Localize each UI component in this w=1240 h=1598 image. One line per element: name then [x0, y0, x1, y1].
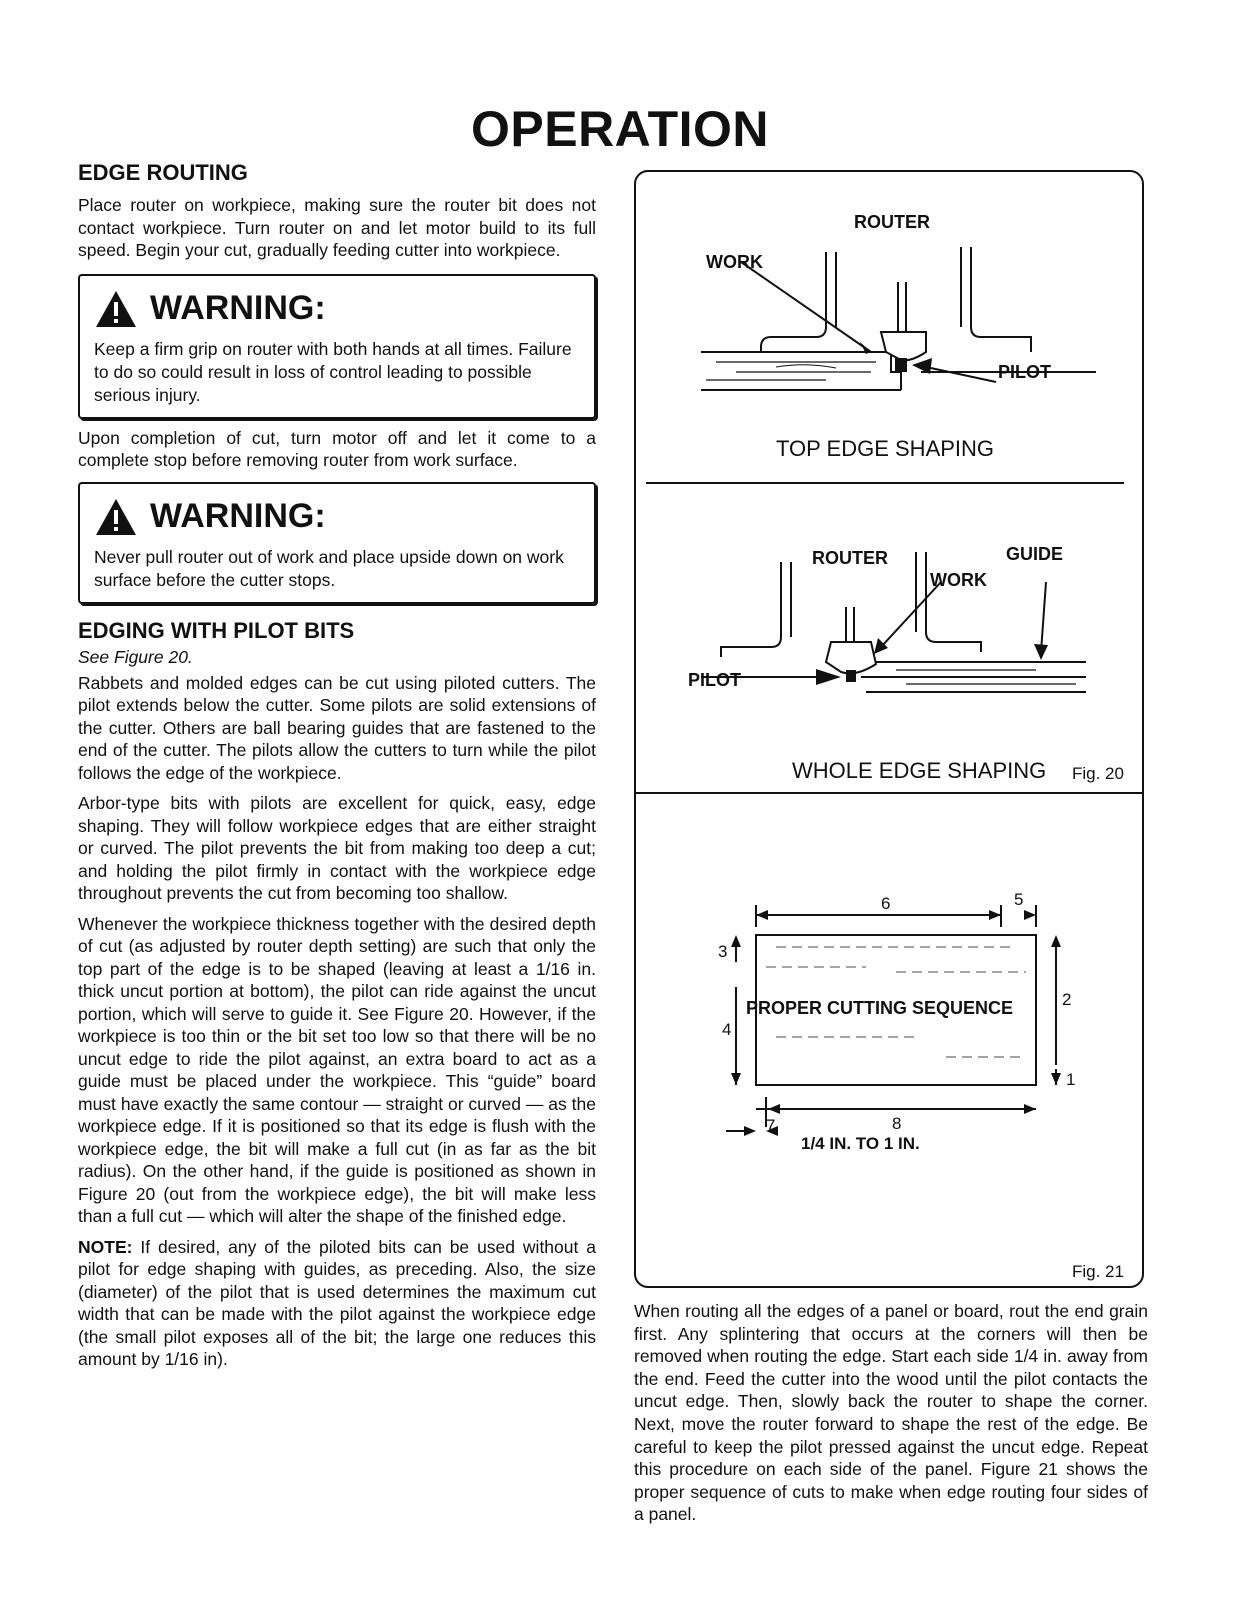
warning-box-2 — [78, 482, 596, 604]
fig21-caption: PROPER CUTTING SEQUENCE — [746, 998, 1014, 1018]
fig20-top-router-label: ROUTER — [854, 212, 930, 232]
edge-routing-paragraph-1: Place router on workpiece, making sure the router bit does not contact workpiece. Turn router on and let motor build to its full speed. Begin your cut, gradually feeding cutter into workpiece. — [78, 195, 596, 260]
fig20-top-caption: TOP EDGE SHAPING — [776, 436, 995, 461]
fig21-number-6: 6 — [881, 894, 891, 913]
warning-title-1: WARNING: — [150, 289, 326, 327]
fig21-number-1: 1 — [1066, 1070, 1076, 1089]
fig20-label: Fig. 20 — [1072, 764, 1124, 783]
edging-pilot-heading: EDGING WITH PILOT BITS — [78, 617, 355, 643]
fig21-label: Fig. 21 — [1072, 1262, 1124, 1281]
fig20-top-work-label: WORK — [706, 252, 763, 272]
note-text: If desired, any of the piloted bits can be used without a pilot for edge shaping with guides, as preceding. Also, the size (diameter) of the pilot that is used determines the maximum cut width that can be made with the pilot against the workpiece edge (the small pilot exposes all of the bit; the large one reduces this amount by 1/16 in). — [78, 1236, 596, 1369]
fig21-number-2: 2 — [1062, 990, 1072, 1009]
warning-triangle-icon — [94, 289, 138, 329]
fig20-bottom-work-label: WORK — [930, 570, 987, 590]
fig20-bottom-caption: WHOLE EDGE SHAPING — [792, 758, 1047, 783]
warning-text-1: Keep a firm grip on router with both hands at all times. Failure to do so could result in loss of control leading to possible serious injury. — [94, 338, 572, 405]
right-column-text — [634, 1300, 1148, 1526]
fig21-number-7: 7 — [766, 1116, 776, 1135]
whole-edge-shaping-diagram — [696, 552, 1116, 702]
fig21-number-5: 5 — [1014, 890, 1024, 909]
figure-divider-2 — [636, 792, 1142, 794]
edge-routing-paragraph-2: Upon completion of cut, turn motor off and let it come to a complete stop before removing router from work surface. — [78, 427, 596, 470]
fig21-number-3: 3 — [718, 942, 728, 961]
edging-pilot-paragraph-2: Arbor-type bits with pilots are excellent for quick, easy, edge shaping. They will follow workpiece edges that are either straight or curved. The pilot prevents the bit from making too deep a cut; and holding the pilot firmly in contact with the workpiece edge throughout prevents the cut from becoming too shallow. — [78, 793, 596, 903]
figure-divider-1 — [646, 482, 1124, 484]
warning-box-1 — [78, 274, 596, 419]
warning-triangle-icon — [94, 497, 138, 537]
fig20-top-pilot-label: PILOT — [998, 362, 1051, 382]
fig20-bottom-router-label: ROUTER — [812, 548, 888, 568]
note-label: NOTE: — [78, 1236, 133, 1257]
edging-pilot-paragraph-3: Whenever the workpiece thickness together with the desired depth of cut (as adjusted by router depth setting) are such that only the top part of the edge is to be shaped (leaving at least a 1/16 in. thick uncut portion at bottom), the pilot can ride against the uncut portion, which will serve to guide it. See Figure 20. However, if the workpiece is too thin or the bit set too low so that there will be no uncut edge to ride the pilot against, an extra board to act as a guide must be placed under the workpiece. This “guide” board must have exactly the same contour — straight or curved — as the workpiece edge. If it is positioned so that its edge is flush with the workpiece edge, the bit will make a full cut (in as far as the bit radius). On the other hand, if the guide is positioned as shown in Figure 20 (out from the workpiece edge), the bit will make less than a full cut — which will alter the shape of the finished edge. — [78, 913, 596, 1226]
note-paragraph — [78, 1236, 596, 1371]
right-paragraph: When routing all the edges of a panel or board, rout the end grain first. Any splintering that occurs at the corners will then be removed when routing the edge. Start each side 1/4 in. away from the end. Feed the cutter into the wood until the pilot contacts the uncut edge. Then, slowly back the router to shape the corner. Next, move the router forward to shape the rest of the edge. Be careful to keep the pilot pressed against the uncut edge. Repeat this procedure on each side of the panel. Figure 21 shows the proper sequence of cuts to make when edge routing four sides of a panel. — [634, 1301, 1148, 1525]
page-title: OPERATION — [470, 101, 770, 157]
warning-title-2: WARNING: — [150, 497, 326, 535]
edging-pilot-paragraph-1: Rabbets and molded edges can be cut using piloted cutters. The pilot extends below the cutter. Some pilots are solid extensions of the cutter. Others are ball bearing guides that are fastened to the end of the cutter. The pilots allow the cutters to turn while the pilot follows the edge of the workpiece. — [78, 672, 596, 783]
fig21-number-4: 4 — [722, 1020, 732, 1039]
figure-box — [634, 170, 1144, 1288]
fig20-bottom-guide-label: GUIDE — [1006, 544, 1064, 564]
fig21-dimension-label: 1/4 IN. TO 1 IN. — [801, 1134, 920, 1153]
edge-routing-heading: EDGE ROUTING — [78, 160, 248, 185]
left-column — [78, 160, 596, 1371]
fig20-bottom-pilot-label: PILOT — [688, 670, 741, 690]
fig21-number-8: 8 — [892, 1114, 902, 1133]
warning-text-2: Never pull router out of work and place upside down on work surface before the cutter stops. — [94, 546, 564, 590]
figure-column — [634, 170, 1148, 1288]
figure-reference: See Figure 20. — [78, 646, 193, 667]
